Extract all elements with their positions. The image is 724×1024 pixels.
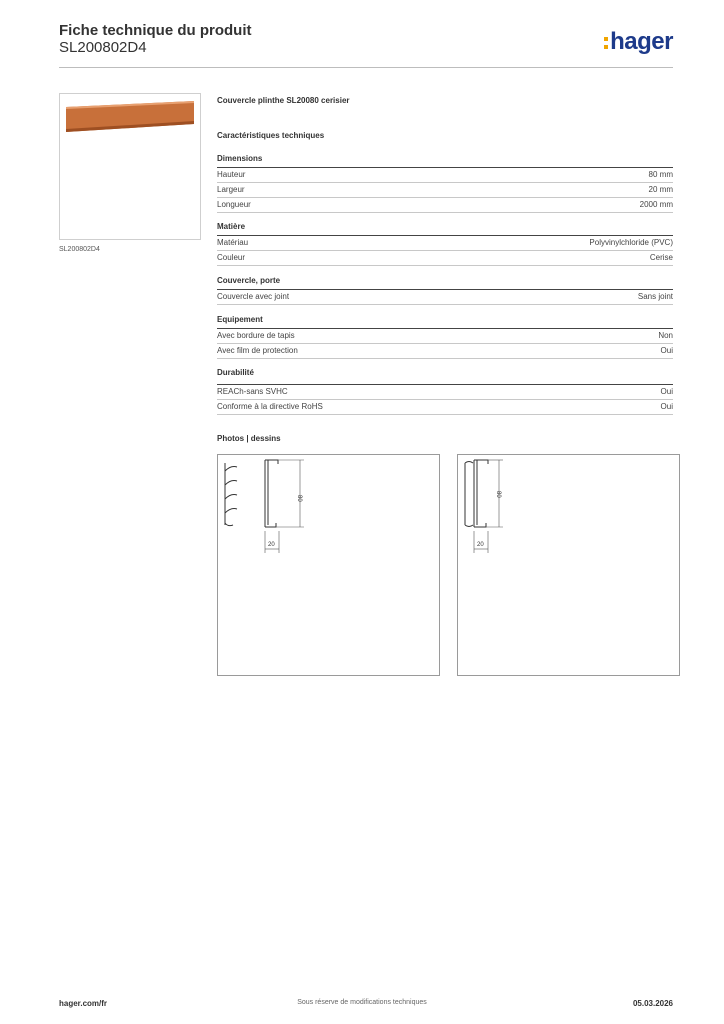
table-row	[217, 344, 673, 359]
table-row	[217, 329, 673, 344]
row-label: Longueur	[217, 200, 251, 209]
table-row	[217, 290, 673, 305]
height-dimension-label: 80	[495, 491, 501, 498]
row-label: Avec film de protection	[217, 346, 298, 355]
technical-drawing-1	[217, 454, 440, 676]
product-reference: SL200802D4	[59, 39, 147, 56]
row-label: Hauteur	[217, 170, 246, 179]
tech-title: Caractéristiques techniques	[217, 131, 325, 140]
row-value: 20 mm	[648, 185, 673, 194]
row-label: REACh-sans SVHC	[217, 387, 288, 396]
product-image-caption: SL200802D4	[59, 246, 100, 253]
photos-title: Photos | dessins	[217, 434, 281, 443]
table-row	[217, 168, 673, 183]
row-label: Avec bordure de tapis	[217, 331, 295, 340]
technical-drawing-2	[457, 454, 680, 676]
width-dimension-label: 20	[477, 542, 484, 548]
footer-date: 05.03.2026	[632, 999, 673, 1008]
footer-website[interactable]: hager.com/fr	[59, 999, 108, 1008]
row-value: Sans joint	[637, 292, 673, 301]
row-value: Cerise	[649, 253, 673, 262]
section-dimensions	[217, 154, 673, 213]
row-label: Couleur	[217, 253, 246, 262]
row-value: Polyvinylchloride (PVC)	[589, 238, 673, 247]
product-image	[59, 93, 201, 240]
table-row	[217, 183, 673, 198]
section-title: Equipement	[217, 315, 673, 329]
row-value: 2000 mm	[639, 200, 673, 209]
footer-notice: Sous réserve de modifications techniques	[297, 999, 427, 1006]
table-row	[217, 251, 673, 266]
section-equipement	[217, 315, 673, 359]
width-dimension-label: 20	[268, 542, 275, 548]
logo-text: hager	[610, 28, 673, 55]
logo-dots-icon	[604, 34, 608, 50]
section-title: Matière	[217, 222, 673, 236]
row-label: Matériau	[217, 238, 249, 247]
product-name: Couvercle plinthe SL20080 cerisier	[217, 96, 350, 105]
table-row	[217, 400, 673, 415]
row-value: Oui	[660, 402, 673, 411]
section-title: Durabilité	[217, 368, 673, 385]
row-label: Largeur	[217, 185, 245, 194]
section-title: Couvercle, porte	[217, 276, 673, 290]
section-title: Dimensions	[217, 154, 673, 168]
row-label: Conforme à la directive RoHS	[217, 402, 323, 411]
row-label: Couvercle avec joint	[217, 292, 290, 301]
height-dimension-label: 80	[296, 495, 302, 502]
page-title: Fiche technique du produit	[59, 22, 252, 39]
hager-logo	[604, 28, 673, 56]
table-row	[217, 236, 673, 251]
header-divider	[59, 67, 673, 68]
section-matiere	[217, 222, 673, 266]
row-value: Oui	[660, 346, 673, 355]
row-value: 80 mm	[648, 170, 673, 179]
table-row	[217, 198, 673, 213]
row-value: Oui	[660, 387, 673, 396]
table-row	[217, 385, 673, 400]
section-couvercle	[217, 276, 673, 305]
section-durabilite	[217, 368, 673, 415]
row-value: Non	[658, 331, 673, 340]
